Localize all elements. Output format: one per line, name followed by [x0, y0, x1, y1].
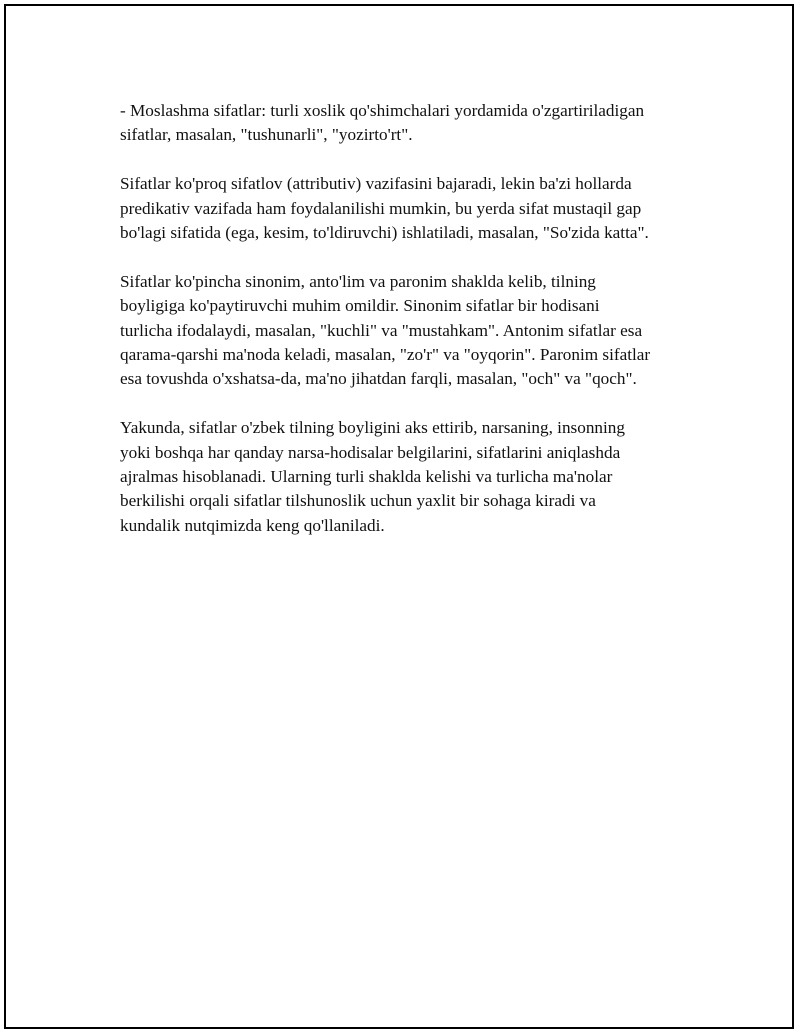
text-line: Sifatlar ko'proq sifatlov (attributiv) vazifasini bajaradi, lekin ba'zi hollarda — [120, 174, 632, 194]
text-line: qarama-qarshi ma'noda keladi, masalan, "zo'r" va "oyqorin". Paronim sifatlar — [120, 345, 651, 365]
paragraph-sinonim-antonim-paronim — [120, 270, 700, 392]
text-line: predikativ vazifada ham foydalanilishi mumkin, bu yerda sifat mustaqil gap — [120, 198, 642, 218]
text-line: berkilishi orqali sifatlar tilshunoslik uchun yaxlit bir sohaga kiradi va — [120, 491, 596, 511]
text-line: boyligiga ko'paytiruvchi muhim omildir. Sinonim sifatlar bir hodisani — [120, 296, 600, 316]
text-line: sifatlar, masalan, "tushunarli", "yozirto'rt". — [120, 125, 413, 145]
text-line: Yakunda, sifatlar o'zbek tilning boyligini aks ettirib, narsaning, insonning — [120, 418, 625, 438]
document-body — [120, 99, 700, 563]
text-line: - Moslashma sifatlar: turli xoslik qo'shimchalari yordamida o'zgartiriladigan — [120, 101, 645, 120]
text-line: Sifatlar ko'pincha sinonim, anto'lim va paronim shaklda kelib, tilning — [120, 271, 596, 291]
text-line: yoki boshqa har qanday narsa-hodisalar belgilarini, sifatlarini aniqlashda — [120, 442, 621, 462]
paragraph-moslashma-sifatlar — [120, 99, 700, 148]
text-line: esa tovushda o'xshatsa-da, ma'no jihatdan farqli, masalan, "och" va "qoch". — [120, 369, 637, 389]
paragraph-sifatlar-vazifasi — [120, 172, 700, 245]
text-line: ajralmas hisoblanadi. Ularning turli shaklda kelishi va turlicha ma'nolar — [120, 467, 613, 487]
paragraph-yakunda — [120, 416, 700, 538]
page-frame — [4, 4, 794, 1029]
text-line: bo'lagi sifatida (ega, kesim, to'ldiruvchi) ishlatiladi, masalan, "So'zida katta". — [120, 223, 649, 243]
text-line: turlicha ifodalaydi, masalan, "kuchli" va "mustahkam". Antonim sifatlar esa — [120, 320, 643, 340]
text-line: kundalik nutqimizda keng qo'llaniladi. — [120, 515, 385, 535]
